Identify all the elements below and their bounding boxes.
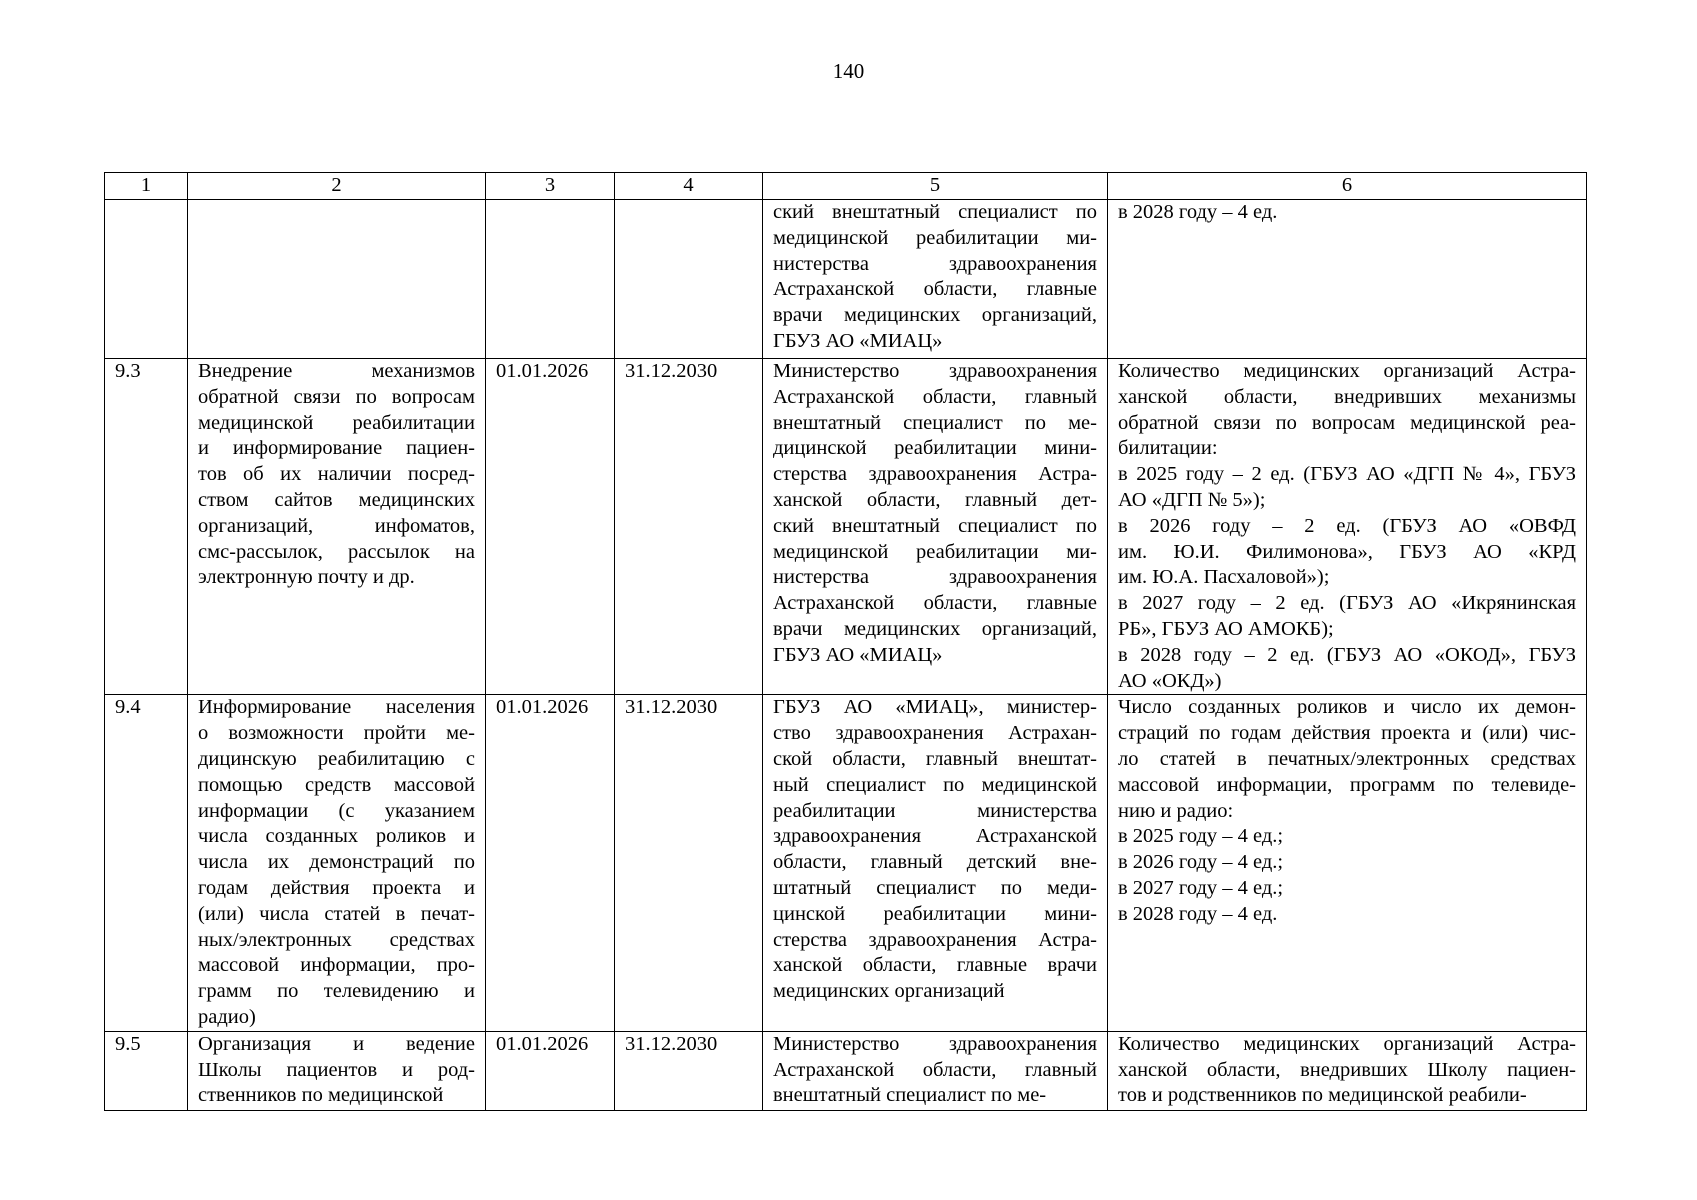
result-cell-line: в 2028 году – 4 ед. (1118, 201, 1278, 223)
action-cell-line: информации (с указанием (198, 799, 475, 822)
start-date-cell: 01.01.2026 (486, 695, 615, 1031)
responsible-cell-line: нистерства здравоохранения (773, 252, 1097, 275)
column-header-6: 6 (1108, 173, 1587, 200)
column-header-1: 1 (105, 173, 188, 200)
result-cell-line: Количество медицинских организаций Астра- (1118, 1032, 1576, 1055)
table-header-row (105, 173, 1587, 200)
result-cell-line: в 2028 году – 4 ед. (1118, 902, 1278, 925)
action-cell-line: смс-рассылок, рассылок на (198, 540, 475, 563)
responsible-cell-line: ГБУЗ АО «МИАЦ», министер- (773, 696, 1097, 719)
result-cell-line: Количество медицинских организаций Астра- (1118, 360, 1576, 382)
action-cell-line: ных/электронных средствах (198, 928, 475, 951)
responsible-cell-line: цинской реабилитации мини- (773, 902, 1097, 925)
table-row (105, 695, 1587, 1031)
responsible-cell-line: врачи медицинских организаций, (773, 304, 1097, 327)
responsible-cell-line: Астраханской области, главные (773, 278, 1097, 301)
action-cell-line: организаций, инфоматов, (198, 514, 475, 537)
table-row (105, 200, 1587, 359)
table-row (105, 1031, 1587, 1110)
responsible-cell-line: Астраханской области, главный (773, 1058, 1097, 1081)
result-cell-line: в 2025 году – 4 ед.; (1118, 825, 1284, 848)
result-cell-line: в 2027 году – 2 ед. (ГБУЗ АО «Икрянинская (1118, 592, 1576, 615)
action-cell-line: ством сайтов медицинских (198, 488, 475, 511)
responsible-cell-line: медицинской реабилитации ми- (773, 540, 1097, 563)
result-cell-line: в 2027 году – 4 ед.; (1118, 876, 1284, 899)
result-cell-line: в 2025 году – 2 ед. (ГБУЗ АО «ДГП № 4», ГБУЗ (1118, 463, 1576, 486)
action-cell-line: грамм по телевидению и (198, 980, 475, 1003)
result-cell (1108, 359, 1587, 695)
responsible-cell-line: ханской области, главный дет- (773, 488, 1097, 511)
responsible-cell-line: ство здравоохранения Астрахан- (773, 722, 1097, 745)
action-cell-line: о возможности пройти ме- (198, 722, 475, 745)
action-cell-line: радио) (198, 1005, 256, 1028)
table-body (105, 200, 1587, 1111)
start-date-cell (486, 200, 615, 359)
responsible-cell-line: ханской области, главные врачи (773, 954, 1097, 977)
item-number-cell (105, 200, 188, 359)
responsible-cell-line: врачи медицинских организаций, (773, 617, 1097, 640)
responsible-cell-line: медицинской реабилитации ми- (773, 226, 1097, 249)
responsible-cell-line: ГБУЗ АО «МИАЦ» (773, 329, 943, 352)
responsible-cell (763, 359, 1108, 695)
end-date-cell (615, 200, 763, 359)
result-cell (1108, 695, 1587, 1031)
result-cell-line: массовой информации, программ по телевиде- (1118, 773, 1576, 796)
action-cell-line: помощью средств массовой (198, 773, 475, 796)
action-cell (188, 359, 486, 695)
result-cell-line: АО «ОКД») (1118, 669, 1222, 692)
column-header-4: 4 (615, 173, 763, 200)
action-cell (188, 1031, 486, 1110)
result-cell-line: нию и радио: (1118, 799, 1234, 822)
end-date-cell: 31.12.2030 (615, 359, 763, 695)
result-cell-line: Число созданных роликов и число их демон- (1118, 696, 1576, 719)
item-number-cell: 9.3 (105, 359, 188, 695)
result-cell-line: им. Ю.А. Пасхаловой»); (1118, 566, 1330, 589)
result-cell-line: ханской области, внедривших механизмы (1118, 385, 1576, 408)
column-header-3: 3 (486, 173, 615, 200)
result-cell-line: в 2026 году – 4 ед.; (1118, 851, 1284, 874)
column-header-5: 5 (763, 173, 1108, 200)
responsible-cell-line: медицинских организаций (773, 980, 1005, 1003)
responsible-cell-line: здравоохранения Астраханской (773, 825, 1097, 848)
responsible-cell-line: Астраханской области, главный (773, 385, 1097, 408)
action-cell-line: Информирование населения (198, 696, 475, 719)
result-cell-line: страций по годам действия проекта и (или) чис- (1118, 722, 1576, 745)
responsible-cell (763, 1031, 1108, 1110)
action-cell-line: электронную почту и др. (198, 566, 415, 589)
responsible-cell-line: стерства здравоохранения Астра- (773, 463, 1097, 486)
action-cell-line: тов об их наличии посред- (198, 463, 475, 486)
end-date-cell: 31.12.2030 (615, 695, 763, 1031)
result-cell-line: билитации: (1118, 437, 1218, 460)
result-cell-line: обратной связи по вопросам медицинской реа- (1118, 411, 1576, 434)
action-cell-line: Организация и ведение (198, 1032, 475, 1055)
result-cell-line: в 2028 году – 2 ед. (ГБУЗ АО «ОКОД», ГБУЗ (1118, 643, 1576, 666)
responsible-cell-line: реабилитации министерства (773, 799, 1097, 822)
action-cell-line: и информирование пациен- (198, 437, 475, 460)
result-cell-line: РБ», ГБУЗ АО АМОКБ); (1118, 617, 1334, 640)
responsible-cell-line: Министерство здравоохранения (773, 360, 1097, 382)
start-date-cell: 01.01.2026 (486, 359, 615, 695)
table-row (105, 359, 1587, 695)
responsible-cell-line: ский внештатный специалист по (773, 201, 1097, 223)
action-cell-line: Внедрение механизмов (198, 360, 475, 382)
result-cell-line: АО «ДГП № 5»); (1118, 488, 1266, 511)
responsible-cell-line: штатный специалист по меди- (773, 876, 1097, 899)
result-cell (1108, 200, 1587, 359)
page-number: 140 (832, 59, 865, 83)
result-cell-line: в 2026 году – 2 ед. (ГБУЗ АО «ОВФД (1118, 514, 1576, 537)
result-cell-line: ханской области, внедривших Школу пациен- (1118, 1058, 1576, 1081)
result-cell-line: тов и родственников по медицинской реабили- (1118, 1084, 1527, 1107)
responsible-cell-line: ный специалист по медицинской (773, 773, 1097, 796)
end-date-cell: 31.12.2030 (615, 1031, 763, 1110)
item-number-cell: 9.5 (105, 1031, 188, 1110)
action-cell-line: Школы пациентов и род- (198, 1058, 475, 1081)
action-cell-line: ственников по медицинской (198, 1084, 444, 1107)
action-cell-line: обратной связи по вопросам (198, 385, 475, 408)
item-number-cell: 9.4 (105, 695, 188, 1031)
result-cell-line: им. Ю.И. Филимонова», ГБУЗ АО «КРД (1118, 540, 1576, 563)
responsible-cell-line: нистерства здравоохранения (773, 566, 1097, 589)
plan-table (104, 172, 1587, 1111)
responsible-cell-line: стерства здравоохранения Астра- (773, 928, 1097, 951)
start-date-cell: 01.01.2026 (486, 1031, 615, 1110)
responsible-cell-line: Министерство здравоохранения (773, 1032, 1097, 1055)
action-cell-line: числа их демонстраций по (198, 851, 475, 874)
responsible-cell-line: области, главный детский вне- (773, 851, 1097, 874)
responsible-cell-line: внештатный специалист по ме- (773, 1084, 1047, 1107)
responsible-cell-line: ский внештатный специалист по (773, 514, 1097, 537)
action-cell-line: медицинской реабилитации (198, 411, 475, 434)
action-cell (188, 695, 486, 1031)
responsible-cell-line: дицинской реабилитации мини- (773, 437, 1097, 460)
action-cell-line: (или) числа статей в печат- (198, 902, 475, 925)
responsible-cell-line: ской области, главный внештат- (773, 747, 1097, 770)
action-cell-line: числа созданных роликов и (198, 825, 475, 848)
responsible-cell (763, 695, 1108, 1031)
column-header-2: 2 (188, 173, 486, 200)
responsible-cell-line: Астраханской области, главные (773, 592, 1097, 615)
responsible-cell-line: внештатный специалист по ме- (773, 411, 1097, 434)
responsible-cell (763, 200, 1108, 359)
action-cell-line: дицинскую реабилитацию с (198, 747, 475, 770)
result-cell-line: ло статей в печатных/электронных средствах (1118, 747, 1576, 770)
action-cell-line: массовой информации, про- (198, 954, 475, 977)
action-cell (188, 200, 486, 359)
action-cell-line: годам действия проекта и (198, 876, 475, 899)
responsible-cell-line: ГБУЗ АО «МИАЦ» (773, 643, 943, 666)
result-cell (1108, 1031, 1587, 1110)
